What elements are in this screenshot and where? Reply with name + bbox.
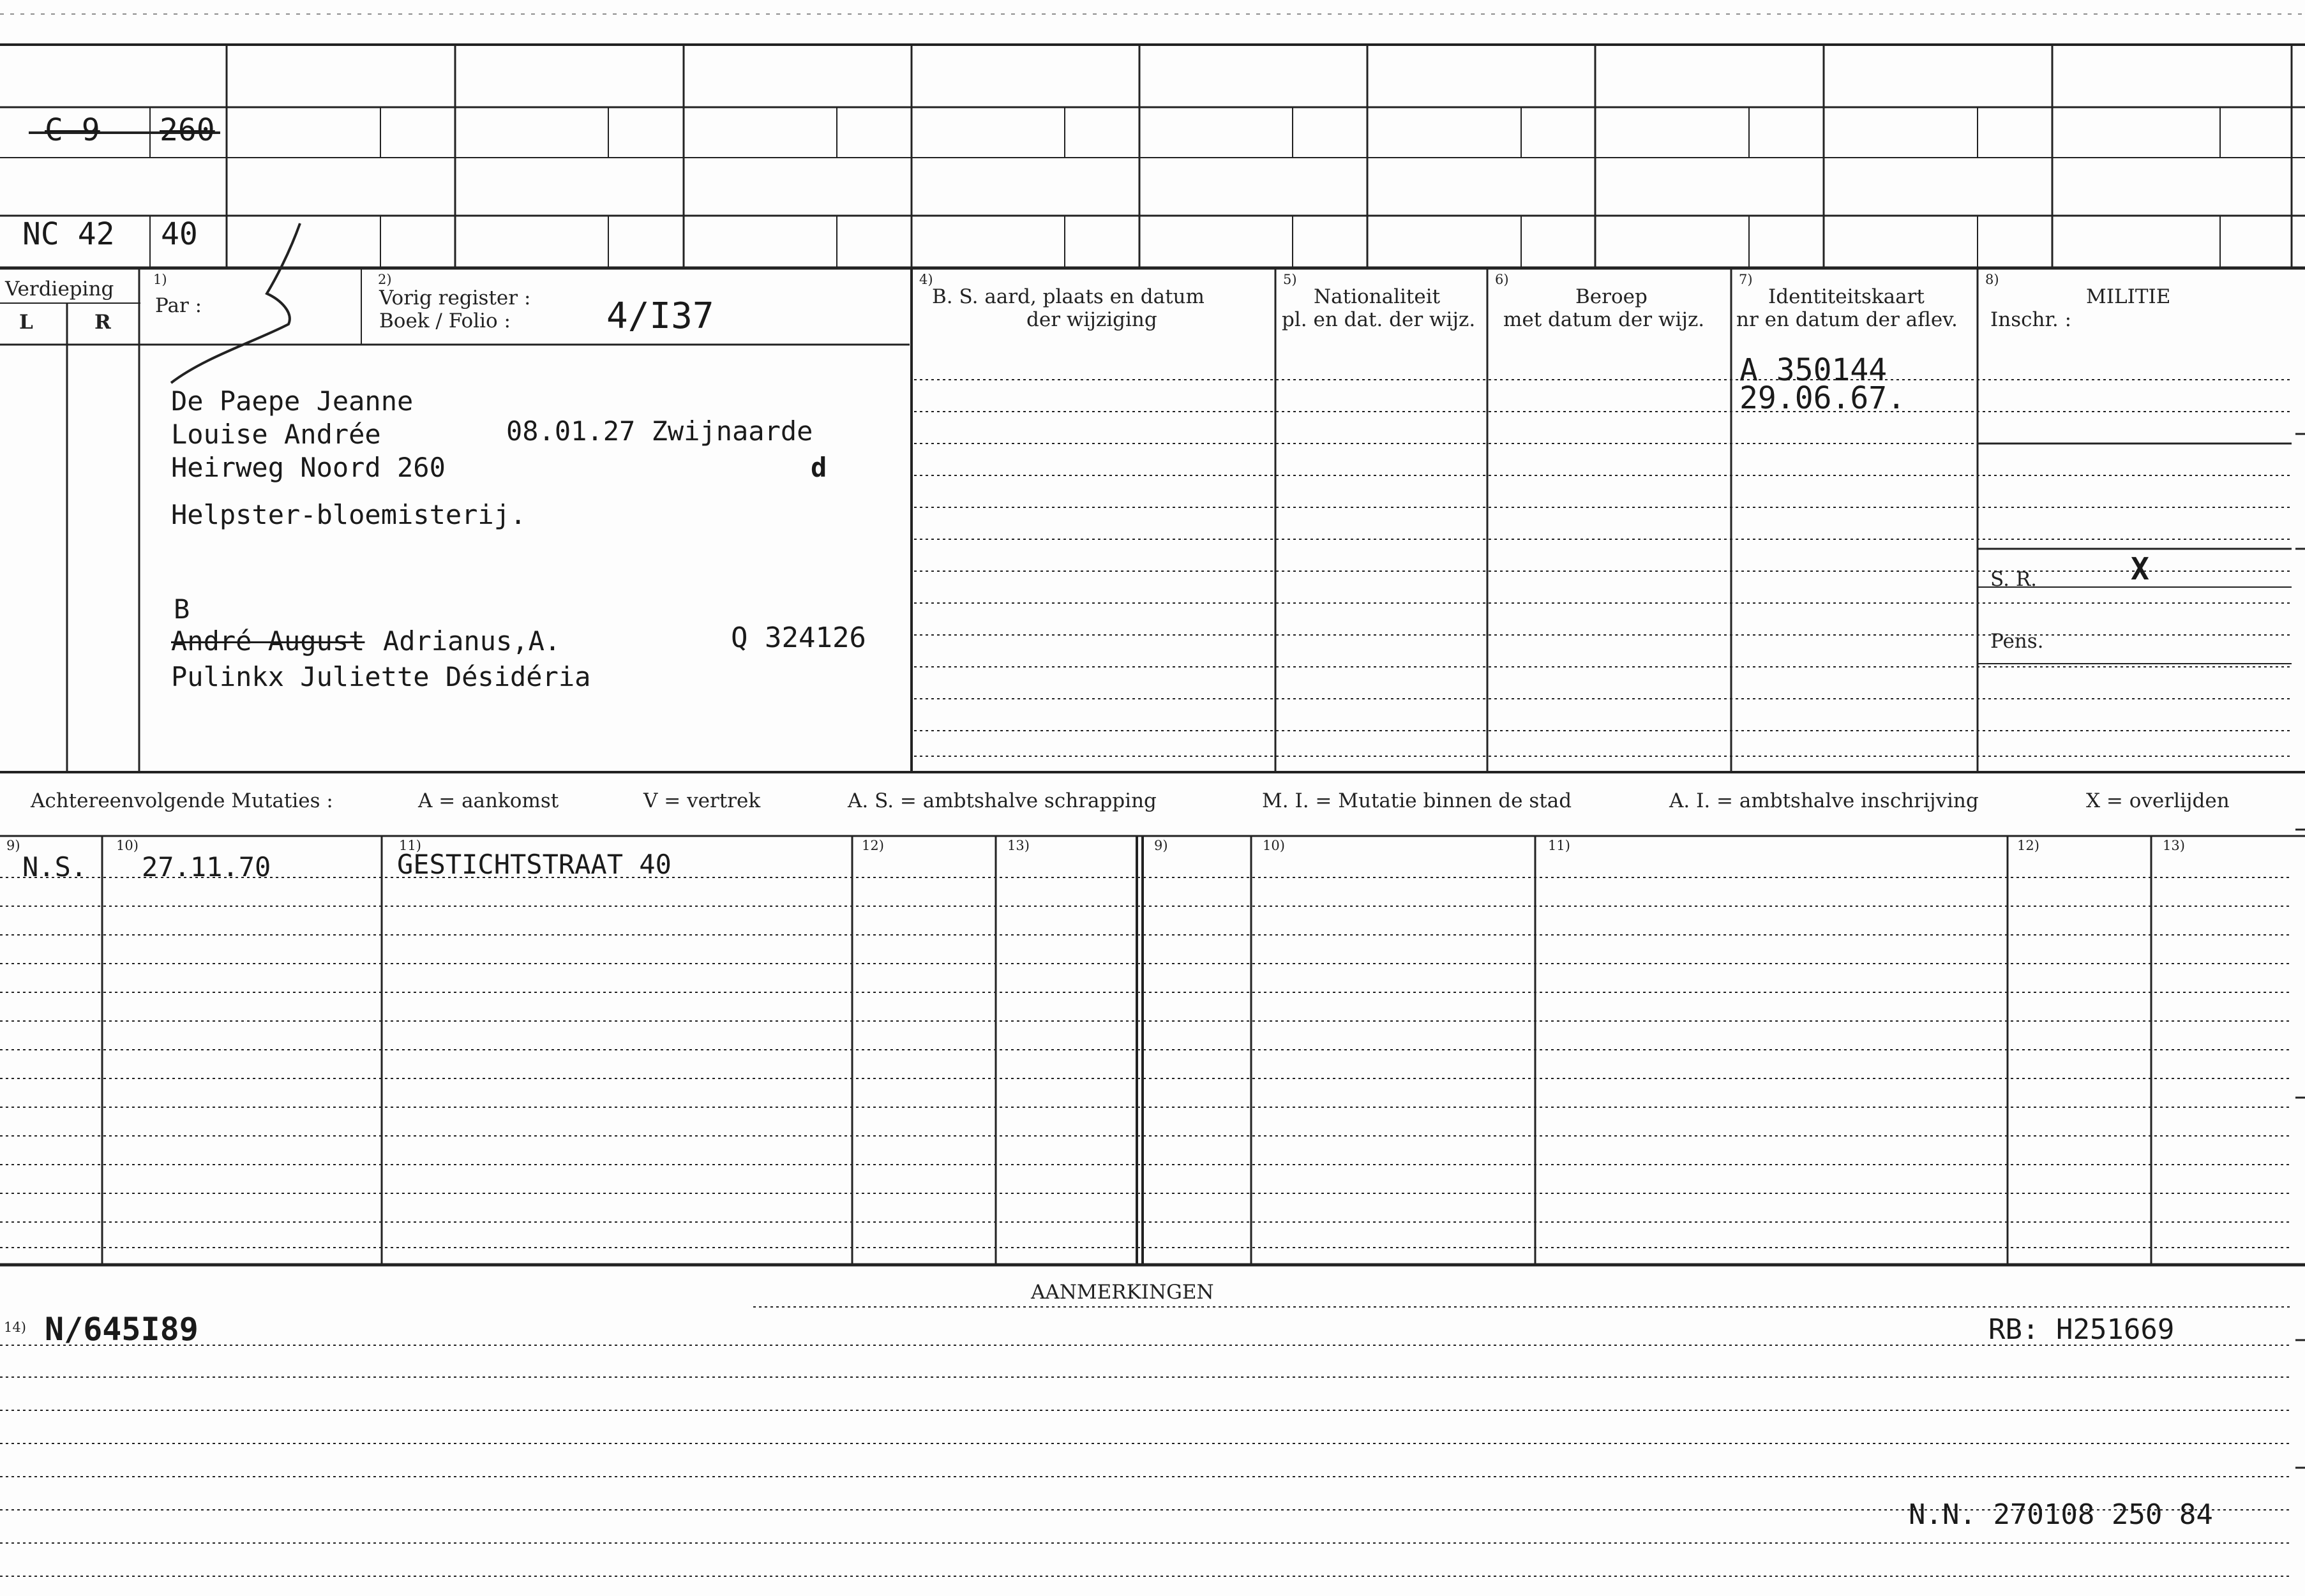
address: Heirweg Noord 260	[171, 452, 446, 483]
sr-value: X	[2131, 551, 2149, 587]
mutation-type: N.S.	[22, 851, 87, 883]
remark-code: N/645I89	[45, 1311, 199, 1348]
spouse-id: Q 324126	[731, 622, 866, 654]
mut-right-col-10: 10)	[1263, 838, 1285, 853]
par-label: Par :	[155, 294, 202, 317]
field-number-2: 2)	[378, 272, 392, 287]
gender-mark: d	[811, 452, 827, 483]
field-number-8: 8)	[1985, 272, 1999, 287]
top-code-2-value: 40	[161, 216, 198, 252]
identiteitskaart-subheader: nr en datum der aflev.	[1736, 308, 1958, 331]
top-code-1: C 9	[45, 112, 100, 148]
mut-right-col-13: 13)	[2163, 838, 2185, 853]
mutation-date: 27.11.70	[142, 851, 271, 883]
vorig-register-label: Vorig register :	[379, 287, 531, 310]
person-name-line2: Louise Andrée	[171, 419, 381, 450]
field-number-14: 14)	[4, 1320, 26, 1335]
col-r-label: R	[94, 311, 111, 334]
id-card-number: A 350144	[1739, 352, 1888, 388]
sr-label: S. R.	[1990, 568, 2038, 591]
rb-number: RB: H251669	[1988, 1313, 2175, 1346]
mut-right-col-11: 11)	[1548, 838, 1570, 853]
mut-left-col-10: 10)	[116, 838, 139, 853]
inschr-label: Inschr. :	[1990, 308, 2072, 331]
field-number-6: 6)	[1495, 272, 1509, 287]
mut-right-col-9: 9)	[1154, 838, 1168, 853]
legend-v: V = vertrek	[643, 789, 761, 812]
nationaliteit-header: Nationaliteit	[1314, 285, 1441, 308]
field-number-1: 1)	[153, 272, 167, 287]
mut-right-col-12: 12)	[2017, 838, 2039, 853]
mut-left-col-12: 12)	[862, 838, 884, 853]
boek-folio-value: 4/I37	[606, 295, 714, 337]
top-code-2: NC 42	[22, 216, 115, 252]
nn-number: N.N. 270108 250 84	[1909, 1498, 2213, 1531]
militie-header: MILITIE	[2086, 285, 2171, 308]
mutations-legend-title: Achtereenvolgende Mutaties :	[31, 789, 333, 812]
struck-name: André August	[171, 625, 365, 657]
mut-left-col-13: 13)	[1007, 838, 1030, 853]
pens-label: Pens.	[1990, 630, 2044, 653]
field-number-4: 4)	[919, 272, 933, 287]
legend-as: A. S. = ambtshalve schrapping	[848, 789, 1157, 812]
field-number-7: 7)	[1739, 272, 1753, 287]
boek-folio-label: Boek / Folio :	[379, 310, 511, 332]
verdieping-label: Verdieping	[5, 278, 114, 301]
mut-left-col-11: 11)	[399, 838, 421, 853]
mother-name: Pulinkx Juliette Désidéria	[171, 661, 591, 692]
id-card-date: 29.06.67.	[1739, 380, 1906, 416]
mutation-address: GESTICHTSTRAAT 40	[397, 849, 672, 880]
field-number-5: 5)	[1283, 272, 1297, 287]
legend-mi: M. I. = Mutatie binnen de stad	[1262, 789, 1572, 812]
aanmerkingen-title: AANMERKINGEN	[1031, 1281, 1214, 1304]
beroep-header: Beroep	[1575, 285, 1648, 308]
legend-a: A = aankomst	[418, 789, 559, 812]
col-l-label: L	[19, 311, 33, 334]
spouse-name: Adrianus,A.	[383, 625, 561, 657]
nationaliteit-subheader: pl. en dat. der wijz.	[1282, 308, 1476, 331]
top-code-1-value: 260	[160, 112, 215, 148]
civil-status: B	[174, 593, 190, 625]
bs-header-line2: der wijziging	[1026, 308, 1157, 331]
legend-ai: A. I. = ambtshalve inschrijving	[1669, 789, 1979, 812]
occupation: Helpster-bloemisterij.	[171, 499, 527, 530]
identiteitskaart-header: Identiteitskaart	[1768, 285, 1925, 308]
person-name-line1: De Paepe Jeanne	[171, 385, 414, 417]
birth-date-place: 08.01.27 Zwijnaarde	[506, 415, 813, 447]
bs-header-line1: B. S. aard, plaats en datum	[932, 285, 1205, 308]
beroep-subheader: met datum der wijz.	[1503, 308, 1705, 331]
legend-x: X = overlijden	[2086, 789, 2230, 812]
mut-left-col-9: 9)	[6, 838, 20, 853]
